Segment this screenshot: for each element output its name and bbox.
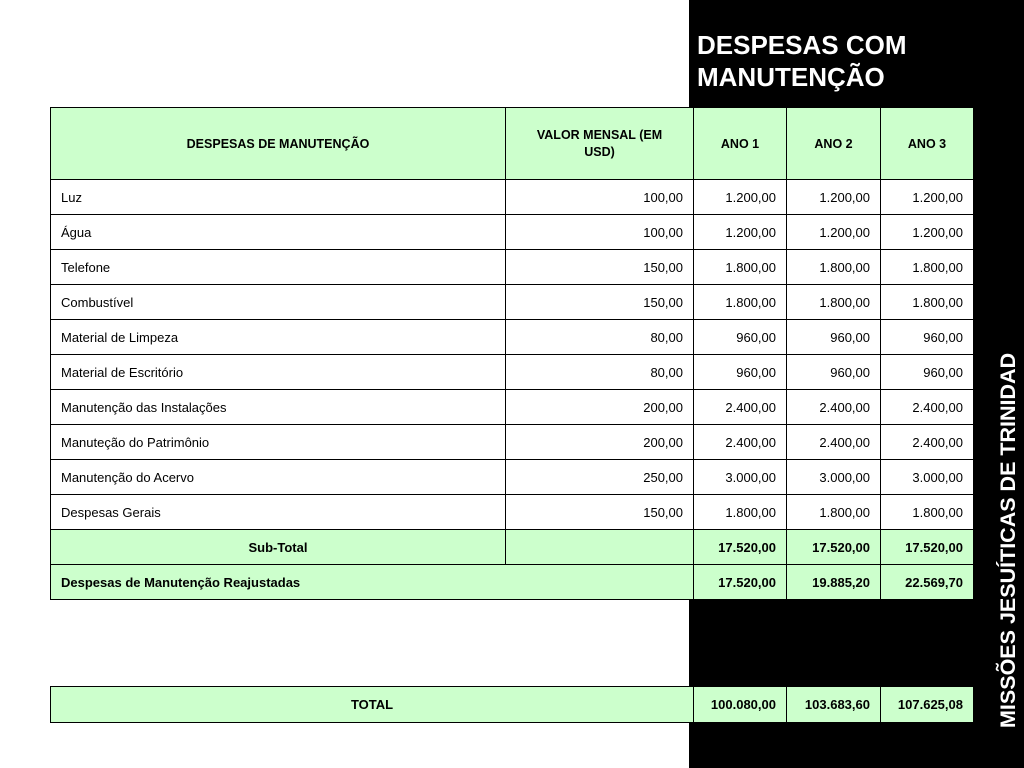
table-row [51, 250, 974, 285]
row-monthly: 80,00 [506, 355, 694, 390]
row-year-2: 960,00 [787, 355, 881, 390]
row-description: Combustível [51, 285, 506, 320]
table-row [51, 390, 974, 425]
row-monthly: 150,00 [506, 495, 694, 530]
subtotal-year-3: 17.520,00 [881, 530, 974, 565]
row-year-2: 1.800,00 [787, 250, 881, 285]
row-year-1: 1.800,00 [694, 285, 787, 320]
row-year-3: 1.800,00 [881, 495, 974, 530]
row-description: Material de Limpeza [51, 320, 506, 355]
row-year-3: 1.200,00 [881, 180, 974, 215]
row-year-1: 960,00 [694, 320, 787, 355]
row-year-2: 3.000,00 [787, 460, 881, 495]
row-year-3: 1.800,00 [881, 250, 974, 285]
total-year-3: 107.625,08 [881, 687, 974, 723]
table-row [51, 215, 974, 250]
subtotal-label: Sub-Total [51, 530, 506, 565]
adjusted-expenses-row [51, 565, 974, 600]
adjusted-year-3: 22.569,70 [881, 565, 974, 600]
table-row [51, 320, 974, 355]
adjusted-label: Despesas de Manutenção Reajustadas [51, 565, 694, 600]
row-monthly: 150,00 [506, 285, 694, 320]
row-year-1: 1.800,00 [694, 495, 787, 530]
table-header-row [51, 108, 974, 180]
row-description: Telefone [51, 250, 506, 285]
row-monthly: 80,00 [506, 320, 694, 355]
row-description: Água [51, 215, 506, 250]
total-row [51, 687, 974, 723]
total-year-1: 100.080,00 [694, 687, 787, 723]
adjusted-year-2: 19.885,20 [787, 565, 881, 600]
row-year-3: 960,00 [881, 320, 974, 355]
row-description: Despesas Gerais [51, 495, 506, 530]
table-row [51, 425, 974, 460]
total-table [50, 686, 974, 723]
row-year-1: 1.200,00 [694, 180, 787, 215]
table-row [51, 285, 974, 320]
total-year-2: 103.683,60 [787, 687, 881, 723]
row-description: Manutenção do Acervo [51, 460, 506, 495]
row-year-2: 2.400,00 [787, 425, 881, 460]
row-year-1: 3.000,00 [694, 460, 787, 495]
header-monthly-value [506, 108, 694, 180]
subtotal-year-1: 17.520,00 [694, 530, 787, 565]
row-description: Manutenção das Instalações [51, 390, 506, 425]
row-year-1: 1.200,00 [694, 215, 787, 250]
row-description: Luz [51, 180, 506, 215]
header-year-3: ANO 3 [881, 108, 974, 180]
row-year-3: 1.800,00 [881, 285, 974, 320]
row-monthly: 250,00 [506, 460, 694, 495]
subtotal-row [51, 530, 974, 565]
row-year-3: 3.000,00 [881, 460, 974, 495]
row-year-2: 1.800,00 [787, 495, 881, 530]
row-year-3: 1.200,00 [881, 215, 974, 250]
row-year-1: 2.400,00 [694, 390, 787, 425]
table-row [51, 460, 974, 495]
table-row [51, 495, 974, 530]
slide-title: DESPESAS COM MANUTENÇÃO [697, 30, 907, 92]
header-monthly-label: VALOR MENSAL (EM USD) [536, 127, 663, 159]
row-year-3: 2.400,00 [881, 425, 974, 460]
row-monthly: 100,00 [506, 180, 694, 215]
row-description: Manuteção do Patrimônio [51, 425, 506, 460]
vertical-side-title: MISSÕES JESUÍTICAS DE TRINIDAD [996, 352, 1020, 728]
row-year-3: 960,00 [881, 355, 974, 390]
row-year-2: 1.200,00 [787, 215, 881, 250]
header-year-1: ANO 1 [694, 108, 787, 180]
header-description: DESPESAS DE MANUTENÇÃO [51, 108, 506, 180]
maintenance-expenses-table [50, 107, 974, 600]
row-year-1: 2.400,00 [694, 425, 787, 460]
adjusted-year-1: 17.520,00 [694, 565, 787, 600]
table-row [51, 180, 974, 215]
row-monthly: 150,00 [506, 250, 694, 285]
row-year-2: 1.800,00 [787, 285, 881, 320]
table-row [51, 355, 974, 390]
row-monthly: 200,00 [506, 390, 694, 425]
row-year-2: 1.200,00 [787, 180, 881, 215]
row-year-2: 960,00 [787, 320, 881, 355]
subtotal-year-2: 17.520,00 [787, 530, 881, 565]
row-year-3: 2.400,00 [881, 390, 974, 425]
row-year-1: 1.800,00 [694, 250, 787, 285]
total-label: TOTAL [51, 687, 694, 723]
header-year-2: ANO 2 [787, 108, 881, 180]
row-year-1: 960,00 [694, 355, 787, 390]
row-monthly: 100,00 [506, 215, 694, 250]
row-description: Material de Escritório [51, 355, 506, 390]
row-year-2: 2.400,00 [787, 390, 881, 425]
subtotal-monthly [506, 530, 694, 565]
row-monthly: 200,00 [506, 425, 694, 460]
